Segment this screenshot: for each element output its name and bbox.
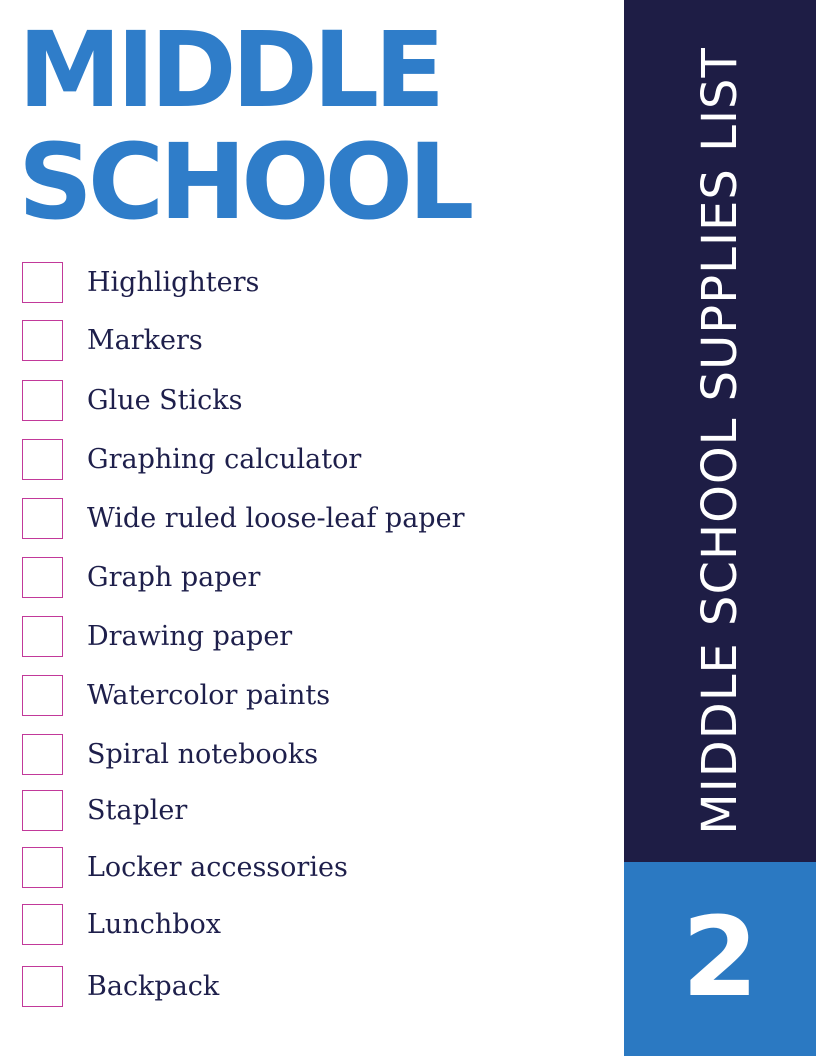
checkbox[interactable] — [22, 734, 63, 775]
checklist-item — [22, 262, 602, 304]
checklist-item — [22, 675, 602, 717]
checklist-item-label: Watercolor paints — [87, 680, 331, 711]
checkbox[interactable] — [22, 262, 63, 303]
checkbox[interactable] — [22, 847, 63, 888]
checklist-item — [22, 734, 602, 776]
sidebar-banner — [624, 0, 816, 862]
checklist-item — [22, 557, 602, 599]
checklist-item-label: Lunchbox — [87, 909, 221, 940]
checklist-item-label: Graph paper — [87, 562, 261, 593]
checklist-item-label: Spiral notebooks — [87, 739, 319, 770]
checklist-item — [22, 616, 602, 658]
checkbox[interactable] — [22, 675, 63, 716]
checklist-item-label: Highlighters — [87, 267, 260, 298]
page-title — [18, 9, 470, 243]
checklist-item-label: Stapler — [87, 795, 188, 826]
checklist-item — [22, 439, 602, 481]
checklist-item — [22, 904, 602, 946]
checkbox[interactable] — [22, 320, 63, 361]
checklist-item — [22, 966, 602, 1008]
checkbox[interactable] — [22, 439, 63, 480]
checkbox[interactable] — [22, 904, 63, 945]
title-line-1: MIDDLE — [18, 9, 441, 131]
title-line-2: SCHOOL — [18, 121, 470, 243]
checklist-item — [22, 380, 602, 422]
sidebar-title: MIDDLE SCHOOL SUPPLIES LIST — [692, 47, 748, 835]
checkbox[interactable] — [22, 616, 63, 657]
page-number-block — [624, 862, 816, 1056]
checklist-item-label: Drawing paper — [87, 621, 293, 652]
checklist-item-label: Backpack — [87, 971, 220, 1002]
checkbox[interactable] — [22, 557, 63, 598]
checklist-item — [22, 498, 602, 540]
checklist-item-label: Wide ruled loose-leaf paper — [87, 503, 465, 534]
checkbox[interactable] — [22, 966, 63, 1007]
checklist-item-label: Markers — [87, 325, 203, 356]
checkbox[interactable] — [22, 790, 63, 831]
checkbox[interactable] — [22, 498, 63, 539]
checklist-item — [22, 790, 602, 832]
checklist-item-label: Glue Sticks — [87, 385, 243, 416]
page-number: 2 — [681, 893, 759, 1021]
checklist-item — [22, 847, 602, 889]
checklist-item-label: Locker accessories — [87, 852, 348, 883]
checklist-item — [22, 320, 602, 362]
checklist-item-label: Graphing calculator — [87, 444, 362, 475]
checkbox[interactable] — [22, 380, 63, 421]
